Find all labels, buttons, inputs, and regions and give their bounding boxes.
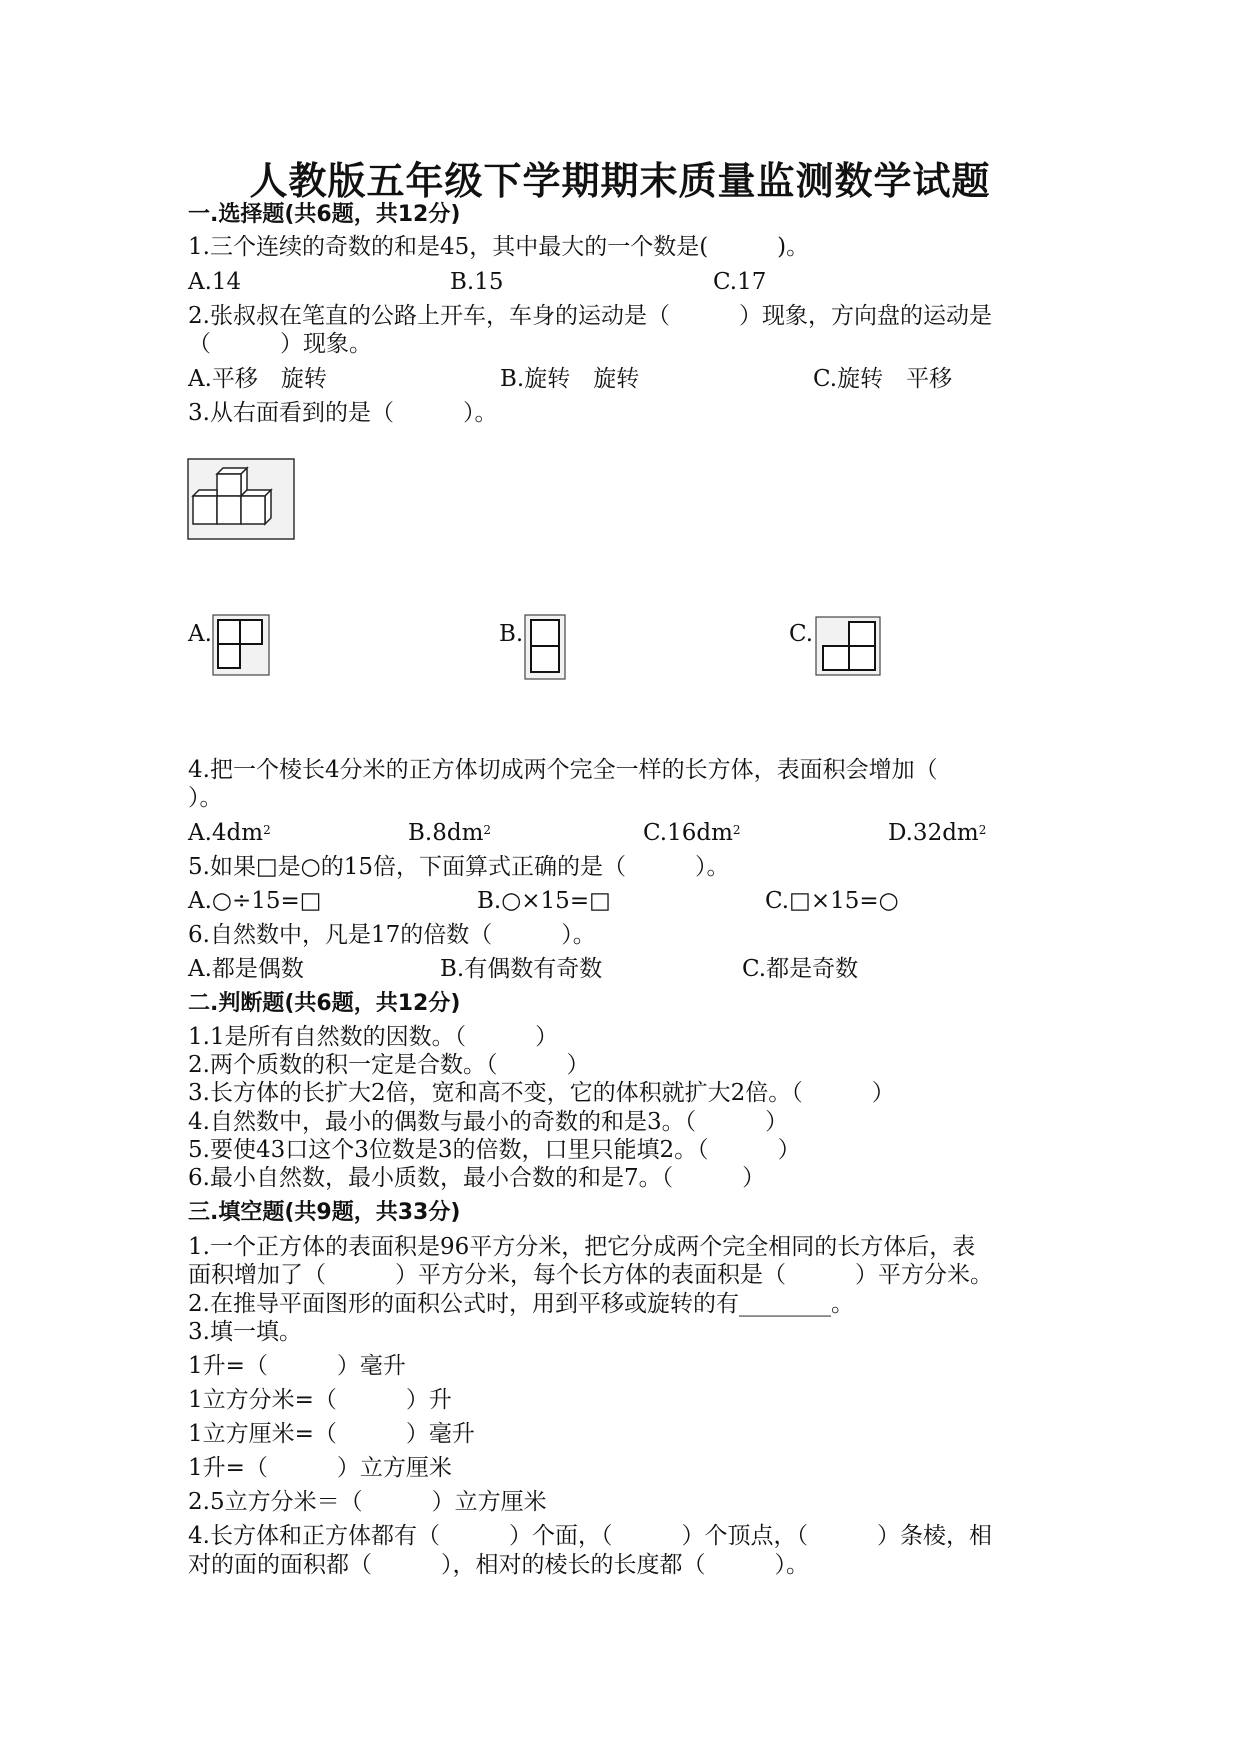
- q1-option-a: A.14: [188, 269, 242, 295]
- q4-option-d: $D.32dm^2$: [888, 820, 987, 846]
- q2-stem-line1: 2.张叔叔在笔直的公路上开车，车身的运动是（ ）现象，方向盘的运动是: [188, 303, 992, 329]
- option-c-figure: [815, 616, 881, 676]
- fill-q3-item: 1升=（ ）立方厘米: [188, 1455, 452, 1481]
- fill-q3: 3.填一填。: [188, 1319, 302, 1345]
- q1-option-b: B.15: [450, 269, 504, 295]
- fill-q1-line2: 面积增加了（ ）平方分米，每个长方体的表面积是（ ）平方分米。: [188, 1262, 993, 1288]
- judge-item: 2.两个质数的积一定是合数。（ ）: [188, 1052, 590, 1078]
- q3-stem: 3.从右面看到的是（ ）。: [188, 400, 498, 426]
- q1-stem: 1.三个连续的奇数的和是45，其中最大的一个数是( )。: [188, 234, 810, 260]
- section-choice-heading: 一.选择题(共6题，共12分): [188, 202, 461, 227]
- judge-item: 4.自然数中，最小的偶数与最小的奇数的和是3。（ ）: [188, 1109, 789, 1135]
- judge-item: 3.长方体的长扩大2倍，宽和高不变，它的体积就扩大2倍。（ ）: [188, 1080, 895, 1106]
- q5-option-c: C.□×15=○: [765, 888, 899, 914]
- q2-option-c: C.旋转 平移: [813, 366, 953, 392]
- option-b-figure: [524, 614, 566, 680]
- q1-option-c: C.17: [713, 269, 767, 295]
- q5-stem: 5.如果□是○的15倍，下面算式正确的是（ ）。: [188, 854, 730, 880]
- fill-q1-line1: 1.一个正方体的表面积是96平方分米，把它分成两个完全相同的长方体后，表: [188, 1234, 976, 1260]
- q3-option-c: C.: [789, 621, 814, 647]
- q4-option-c: $C.16dm^2$: [643, 820, 741, 846]
- fill-q3-item: 1立方厘米=（ ）毫升: [188, 1421, 475, 1447]
- fill-q4-line1: 4.长方体和正方体都有（ ）个面，（ ）个顶点，（ ）条棱，相: [188, 1523, 992, 1549]
- q3-option-b: B.: [499, 621, 524, 647]
- q6-stem: 6.自然数中，凡是17的倍数（ ）。: [188, 922, 596, 948]
- fill-q2: 2.在推导平面图形的面积公式时，用到平移或旋转的有________。: [188, 1291, 854, 1317]
- q2-stem-line2: （ ）现象。: [188, 331, 372, 357]
- q6-option-b: B.有偶数有奇数: [440, 956, 603, 982]
- q6-option-c: C.都是奇数: [742, 956, 859, 982]
- page-title: 人教版五年级下学期期末质量监测数学试题: [249, 158, 991, 203]
- judge-item: 6.最小自然数，最小质数，最小合数的和是7。（ ）: [188, 1165, 766, 1191]
- q4-stem-line1: 4.把一个棱长4分米的正方体切成两个完全一样的长方体，表面积会增加（: [188, 757, 938, 783]
- section-fill-heading: 三.填空题(共9题，共33分): [188, 1200, 461, 1225]
- judge-item: 5.要使43口这个3位数是3的倍数，口里只能填2。（ ）: [188, 1137, 801, 1163]
- q2-option-b: B.旋转 旋转: [500, 366, 640, 392]
- fill-q3-item: 1立方分米=（ ）升: [188, 1387, 452, 1413]
- judge-item: 1.1是所有自然数的因数。（ ）: [188, 1024, 559, 1050]
- q5-option-a: A.○÷15=□: [188, 888, 322, 914]
- q6-option-a: A.都是偶数: [188, 956, 304, 982]
- fill-q3-item: 1升=（ ）毫升: [188, 1353, 406, 1379]
- q5-option-b: B.○×15=□: [477, 888, 611, 914]
- section-judge-heading: 二.判断题(共6题，共12分): [188, 991, 461, 1016]
- fill-q3-item: 2.5立方分米＝（ ）立方厘米: [188, 1489, 547, 1515]
- q4-stem-line2: ）。: [188, 785, 223, 811]
- q4-option-b: $B.8dm^2$: [408, 820, 492, 846]
- q4-option-a: $A.4dm^2$: [188, 820, 271, 846]
- cube-stack-figure: [187, 458, 295, 540]
- option-a-figure: [212, 614, 270, 676]
- q2-option-a: A.平移 旋转: [188, 366, 327, 392]
- fill-q4-line2: 对的面的面积都（ ），相对的棱长的长度都（ ）。: [188, 1552, 809, 1578]
- q3-option-a: A.: [188, 621, 212, 647]
